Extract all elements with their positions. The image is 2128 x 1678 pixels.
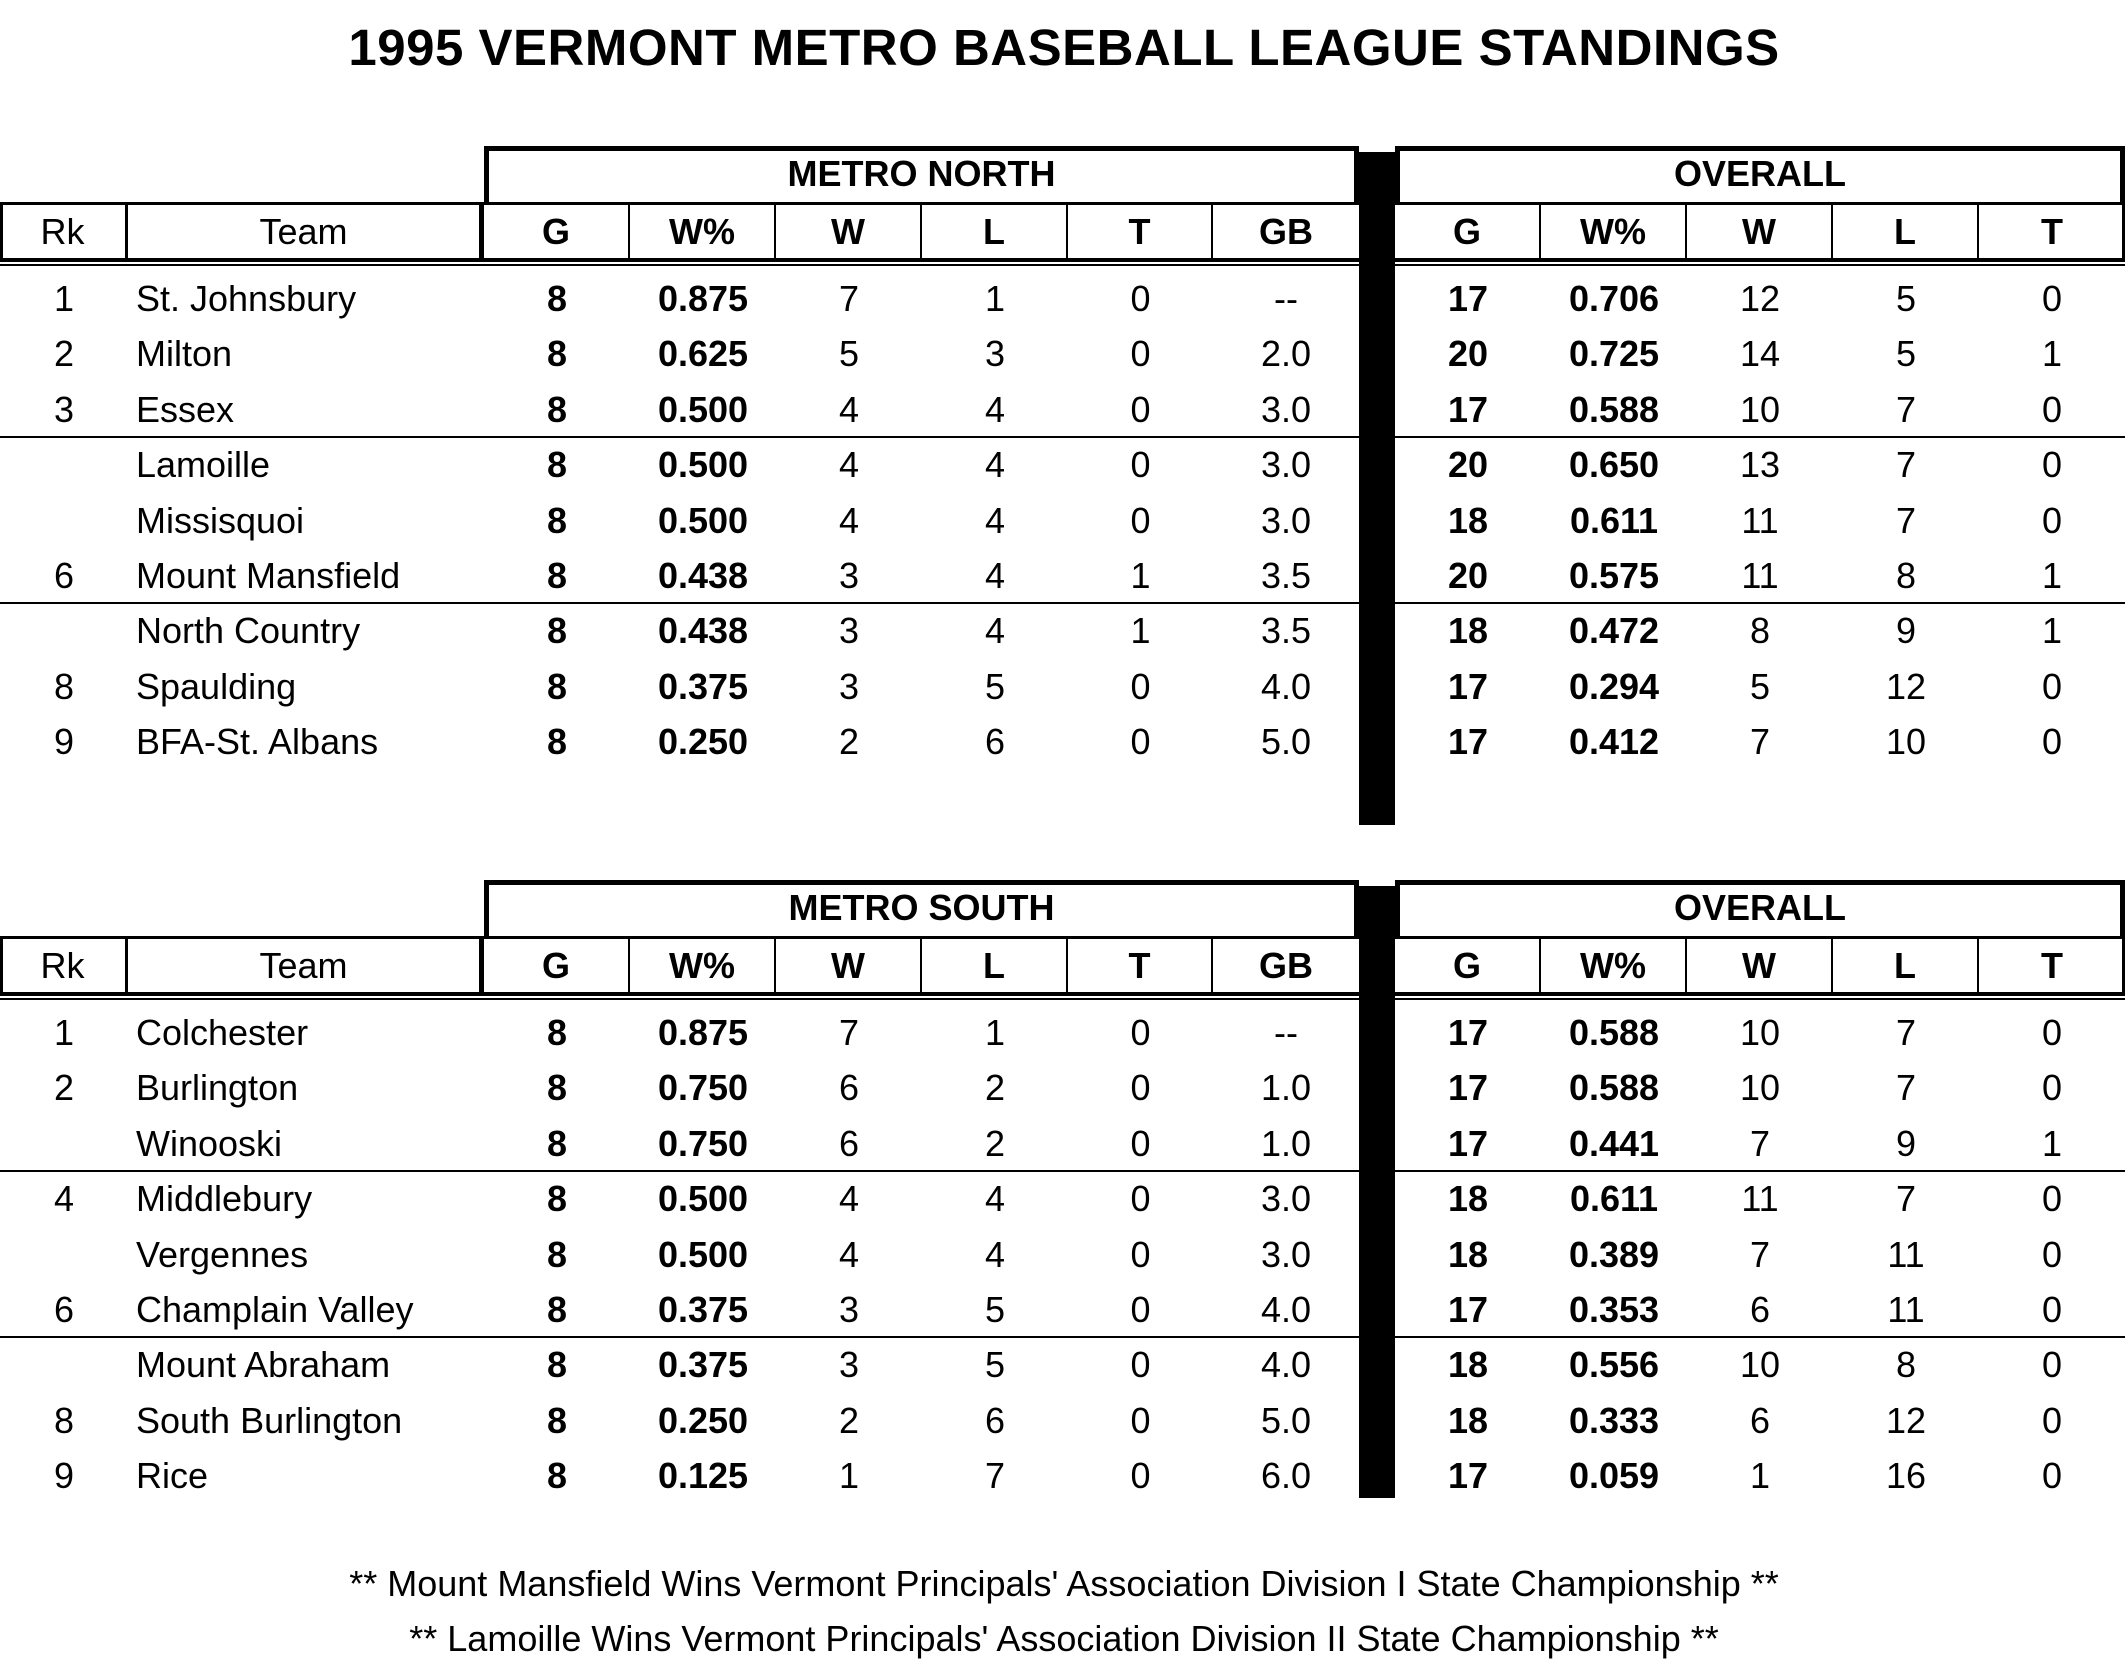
rank-cell: 2 (53, 332, 75, 374)
championship-note-1: ** Mount Mansfield Wins Vermont Principals' Association Division I State Championship ** (349, 1563, 1779, 1604)
overall-ot-cell: 0 (2041, 499, 2063, 541)
overall-ol-cell: 5 (1895, 277, 1917, 319)
conf-wpct-cell: 0.438 (657, 554, 749, 596)
conf-w-cell: 3 (838, 554, 860, 596)
table-row (0, 548, 2128, 603)
conf-t-cell: 0 (1130, 1011, 1151, 1053)
rank-cell: 1 (53, 277, 75, 319)
conf-t-cell: 0 (1130, 277, 1151, 319)
rank-cell: 4 (53, 1177, 75, 1219)
conf-w-cell: 3 (838, 1343, 860, 1385)
team-name: St. Johnsbury (136, 277, 357, 319)
overall-owpct-cell: 0.353 (1568, 1288, 1660, 1330)
overall-ol-cell: 11 (1887, 1233, 1925, 1275)
conf-g-cell: 8 (546, 1066, 568, 1108)
conf-wpct-cell: 0.250 (657, 720, 749, 762)
overall-ow-cell: 13 (1739, 443, 1781, 485)
table-row (0, 382, 2128, 437)
table-row (0, 714, 2128, 769)
conf-wpct-cell: 0.500 (657, 1233, 749, 1275)
overall-ol-cell: 16 (1885, 1454, 1927, 1496)
conf-gb-cell: 3.5 (1260, 554, 1312, 596)
overall-ow-cell: 10 (1739, 388, 1781, 430)
team-name: BFA-St. Albans (136, 720, 379, 762)
table-row (0, 1005, 2128, 1060)
overall-ol-cell: 7 (1895, 1177, 1917, 1219)
col-header-conf-wpct: W% (630, 205, 776, 258)
table-row (0, 659, 2128, 714)
overall-ot-cell: 0 (2041, 1177, 2063, 1219)
conf-g-cell: 8 (546, 554, 568, 596)
conf-gb-cell: 5.0 (1260, 1399, 1312, 1441)
overall-ot-cell: 0 (2041, 1233, 2063, 1275)
conf-l-cell: 2 (984, 1122, 1006, 1164)
conf-l-cell: 7 (984, 1454, 1006, 1496)
conf-gb-cell: 3.0 (1260, 1233, 1312, 1275)
team-name: Milton (136, 332, 233, 374)
conf-wpct-cell: 0.875 (657, 277, 749, 319)
team-name: Champlain Valley (136, 1288, 414, 1330)
conf-wpct-cell: 0.500 (657, 443, 749, 485)
col-header-rank: Rk (0, 205, 128, 258)
conf-w-cell: 4 (838, 499, 860, 541)
team-name: Middlebury (136, 1177, 313, 1219)
rank-cell: 8 (53, 1399, 75, 1441)
table-row (0, 1393, 2128, 1448)
overall-og-cell: 17 (1447, 277, 1489, 319)
standings-table-south (0, 876, 2128, 1556)
conf-gb-cell: 1.0 (1260, 1122, 1312, 1164)
conf-wpct-cell: 0.750 (657, 1122, 749, 1164)
conf-g-cell: 8 (546, 499, 568, 541)
team-name: Colchester (136, 1011, 309, 1053)
col-header-conf-w: W (776, 939, 922, 992)
overall-owpct-cell: 0.472 (1568, 609, 1660, 651)
conf-t-cell: 0 (1130, 1454, 1151, 1496)
conf-gb-cell: 1.0 (1260, 1066, 1312, 1108)
overall-ot-cell: 1 (2041, 1122, 2063, 1164)
overall-ol-cell: 7 (1895, 388, 1917, 430)
overall-owpct-cell: 0.441 (1568, 1122, 1660, 1164)
conf-wpct-cell: 0.250 (657, 1399, 749, 1441)
overall-og-cell: 18 (1447, 1399, 1489, 1441)
col-header-conf-g: G (484, 205, 630, 258)
table-row (0, 1227, 2128, 1282)
group-separator-overall (1395, 436, 2125, 438)
conf-t-cell: 0 (1130, 1233, 1151, 1275)
table-row (0, 1171, 2128, 1226)
group-separator (0, 602, 1359, 604)
conf-gb-cell: 4.0 (1260, 1343, 1312, 1385)
conf-wpct-cell: 0.125 (657, 1454, 749, 1496)
overall-ot-cell: 0 (2041, 443, 2063, 485)
rank-cell: 6 (53, 554, 75, 596)
conf-w-cell: 3 (838, 609, 860, 651)
header-underline-overall (1395, 992, 2125, 1000)
conf-w-cell: 5 (838, 332, 860, 374)
conf-g-cell: 8 (546, 388, 568, 430)
conf-gb-cell: 3.0 (1260, 1177, 1312, 1219)
conf-w-cell: 4 (838, 388, 860, 430)
rank-cell (0, 1337, 128, 1392)
overall-ot-cell: 0 (2041, 720, 2063, 762)
conf-wpct-cell: 0.500 (657, 388, 749, 430)
col-header-overall-ow: W (1687, 205, 1833, 258)
conf-t-cell: 0 (1130, 1343, 1151, 1385)
rank-cell (0, 437, 128, 492)
conf-g-cell: 8 (546, 277, 568, 319)
conf-gb-cell: 4.0 (1260, 1288, 1312, 1330)
conf-l-cell: 2 (984, 1066, 1006, 1108)
team-name: Mount Abraham (136, 1343, 391, 1385)
overall-owpct-cell: 0.333 (1568, 1399, 1660, 1441)
conf-g-cell: 8 (546, 443, 568, 485)
conf-w-cell: 6 (838, 1122, 860, 1164)
conf-wpct-cell: 0.500 (657, 499, 749, 541)
conf-w-cell: 7 (838, 277, 860, 319)
standings-table-north (0, 142, 2128, 822)
rank-cell: 9 (53, 1454, 75, 1496)
team-name: North Country (136, 609, 361, 651)
rank-cell (0, 493, 128, 548)
col-header-conf-l: L (922, 939, 1068, 992)
conf-gb-cell: 4.0 (1260, 665, 1312, 707)
conf-gb-cell: -- (1274, 277, 1298, 319)
conf-wpct-cell: 0.875 (657, 1011, 749, 1053)
conf-wpct-cell: 0.375 (657, 1343, 749, 1385)
overall-og-cell: 17 (1447, 720, 1489, 762)
conf-w-cell: 3 (838, 1288, 860, 1330)
conf-g-cell: 8 (546, 332, 568, 374)
overall-ow-cell: 12 (1739, 277, 1781, 319)
overall-ot-cell: 0 (2041, 1288, 2063, 1330)
conf-gb-cell: 3.0 (1260, 443, 1312, 485)
overall-owpct-cell: 0.611 (1569, 499, 1659, 541)
overall-og-cell: 18 (1447, 609, 1489, 651)
overall-owpct-cell: 0.059 (1568, 1454, 1660, 1496)
table-row (0, 271, 2128, 326)
page-title: 1995 VERMONT METRO BASEBALL LEAGUE STANDINGS (348, 19, 1780, 76)
conf-l-cell: 1 (984, 277, 1006, 319)
col-header-conf-l: L (922, 205, 1068, 258)
overall-owpct-cell: 0.556 (1568, 1343, 1660, 1385)
team-name: South Burlington (136, 1399, 403, 1441)
col-header-team: Team (128, 205, 484, 258)
overall-og-cell: 17 (1447, 388, 1489, 430)
conf-g-cell: 8 (546, 1233, 568, 1275)
col-header-conf-gb: GB (1259, 944, 1313, 986)
conf-g-cell: 8 (546, 1122, 568, 1164)
overall-ol-cell: 7 (1895, 1066, 1917, 1108)
team-name: Winooski (136, 1122, 283, 1164)
conf-l-cell: 4 (984, 499, 1006, 541)
overall-ot-cell: 0 (2041, 665, 2063, 707)
overall-owpct-cell: 0.588 (1568, 1066, 1660, 1108)
overall-ow-cell: 6 (1749, 1399, 1771, 1441)
conf-wpct-cell: 0.375 (657, 665, 749, 707)
conf-wpct-cell: 0.500 (657, 1177, 749, 1219)
conf-gb-cell: 3.0 (1260, 388, 1312, 430)
overall-ot-cell: 0 (2041, 388, 2063, 430)
group-separator (0, 1336, 1359, 1338)
overall-ow-cell: 5 (1749, 665, 1771, 707)
rank-cell (0, 1116, 128, 1171)
col-header-rank: Rk (0, 939, 128, 992)
conf-t-cell: 0 (1130, 388, 1151, 430)
team-name: Burlington (136, 1066, 299, 1108)
conf-t-cell: 0 (1130, 1288, 1151, 1330)
conf-l-cell: 4 (984, 1177, 1006, 1219)
conf-w-cell: 2 (838, 1399, 860, 1441)
conf-t-cell: 0 (1130, 332, 1151, 374)
conf-wpct-cell: 0.750 (657, 1066, 749, 1108)
conf-w-cell: 1 (838, 1454, 860, 1496)
rank-cell: 3 (53, 388, 75, 430)
conf-w-cell: 4 (838, 443, 860, 485)
overall-owpct-cell: 0.588 (1568, 1011, 1660, 1053)
overall-og-cell: 18 (1447, 499, 1489, 541)
conf-l-cell: 5 (984, 1343, 1006, 1385)
team-name: Mount Mansfield (136, 554, 401, 596)
header-underline (0, 258, 1359, 266)
col-header-conf-wpct: W% (630, 939, 776, 992)
col-header-overall-ol: L (1833, 939, 1979, 992)
conf-wpct-cell: 0.438 (657, 609, 749, 651)
overall-ol-cell: 8 (1895, 1343, 1917, 1385)
col-header-conf-t: T (1068, 939, 1213, 992)
overall-og-cell: 17 (1447, 665, 1489, 707)
overall-ol-cell: 9 (1895, 609, 1917, 651)
col-header-overall-og: G (1395, 939, 1541, 992)
conf-l-cell: 4 (984, 1233, 1006, 1275)
overall-og-cell: 17 (1447, 1011, 1489, 1053)
rank-cell: 1 (53, 1011, 75, 1053)
overall-ot-cell: 0 (2041, 1011, 2063, 1053)
overall-label: OVERALL (1673, 887, 1846, 928)
overall-ot-cell: 0 (2041, 277, 2063, 319)
overall-ot-cell: 1 (2041, 332, 2063, 374)
overall-og-cell: 18 (1447, 1177, 1489, 1219)
rank-cell: 6 (53, 1288, 75, 1330)
overall-og-cell: 17 (1447, 1066, 1489, 1108)
conf-wpct-cell: 0.375 (657, 1288, 749, 1330)
col-header-overall-og: G (1395, 205, 1541, 258)
conf-g-cell: 8 (546, 1454, 568, 1496)
overall-ow-cell: 10 (1739, 1343, 1781, 1385)
conf-gb-cell: 6.0 (1260, 1454, 1312, 1496)
overall-ow-cell: 7 (1749, 720, 1771, 762)
conf-t-cell: 1 (1130, 609, 1151, 651)
conf-l-cell: 4 (984, 554, 1006, 596)
overall-ot-cell: 0 (2041, 1454, 2063, 1496)
conf-g-cell: 8 (546, 1011, 568, 1053)
col-header-conf-w: W (776, 205, 922, 258)
overall-ot-cell: 0 (2041, 1066, 2063, 1108)
rank-cell: 8 (53, 665, 75, 707)
col-header-overall-owpct: W% (1541, 939, 1687, 992)
header-underline (0, 992, 1359, 1000)
conf-l-cell: 5 (984, 1288, 1006, 1330)
overall-ow-cell: 10 (1739, 1066, 1781, 1108)
overall-ol-cell: 12 (1885, 665, 1927, 707)
overall-og-cell: 20 (1447, 443, 1489, 485)
overall-ow-cell: 11 (1741, 499, 1779, 541)
table-row (0, 1448, 2128, 1503)
overall-ol-cell: 7 (1895, 499, 1917, 541)
table-row (0, 437, 2128, 492)
conf-g-cell: 8 (546, 609, 568, 651)
overall-og-cell: 18 (1447, 1343, 1489, 1385)
table-row (0, 1116, 2128, 1171)
conf-g-cell: 8 (546, 1177, 568, 1219)
table-row (0, 1282, 2128, 1337)
group-separator-overall (1395, 1336, 2125, 1338)
overall-ow-cell: 10 (1739, 1011, 1781, 1053)
conf-t-cell: 1 (1130, 554, 1151, 596)
col-header-conf-t: T (1068, 205, 1213, 258)
overall-ow-cell: 11 (1741, 1177, 1779, 1219)
col-header-conf-g: G (484, 939, 630, 992)
conf-t-cell: 0 (1130, 665, 1151, 707)
conf-t-cell: 0 (1130, 1122, 1151, 1164)
overall-ol-cell: 12 (1885, 1399, 1927, 1441)
overall-og-cell: 17 (1447, 1454, 1489, 1496)
conf-l-cell: 3 (984, 332, 1006, 374)
overall-ot-cell: 1 (2041, 554, 2063, 596)
overall-owpct-cell: 0.575 (1568, 554, 1660, 596)
overall-ol-cell: 11 (1887, 1288, 1925, 1330)
conf-gb-cell: 2.0 (1260, 332, 1312, 374)
conf-t-cell: 0 (1130, 720, 1151, 762)
conf-t-cell: 0 (1130, 1066, 1151, 1108)
table-row (0, 1337, 2128, 1392)
conf-w-cell: 3 (838, 665, 860, 707)
overall-owpct-cell: 0.706 (1568, 277, 1660, 319)
conf-g-cell: 8 (546, 1288, 568, 1330)
overall-ol-cell: 8 (1895, 554, 1917, 596)
table-row (0, 603, 2128, 658)
conf-gb-cell: 5.0 (1260, 720, 1312, 762)
table-row (0, 1060, 2128, 1115)
conf-l-cell: 1 (984, 1011, 1006, 1053)
conf-w-cell: 2 (838, 720, 860, 762)
table-row (0, 326, 2128, 381)
team-name: Missisquoi (136, 499, 305, 541)
overall-owpct-cell: 0.650 (1568, 443, 1660, 485)
overall-owpct-cell: 0.611 (1569, 1177, 1659, 1219)
conf-g-cell: 8 (546, 1399, 568, 1441)
overall-label: OVERALL (1673, 153, 1846, 194)
overall-owpct-cell: 0.588 (1568, 388, 1660, 430)
conf-wpct-cell: 0.625 (657, 332, 749, 374)
overall-ow-cell: 6 (1749, 1288, 1771, 1330)
overall-og-cell: 20 (1447, 332, 1489, 374)
overall-ot-cell: 0 (2041, 1343, 2063, 1385)
conf-g-cell: 8 (546, 720, 568, 762)
division-name: METRO SOUTH (788, 887, 1055, 928)
header-underline-overall (1395, 258, 2125, 266)
group-separator-overall (1395, 602, 2125, 604)
overall-ot-cell: 1 (2041, 609, 2063, 651)
rank-cell (0, 603, 128, 658)
col-header-team: Team (128, 939, 484, 992)
conf-l-cell: 4 (984, 443, 1006, 485)
col-header-overall-owpct: W% (1541, 205, 1687, 258)
overall-ow-cell: 1 (1749, 1454, 1771, 1496)
overall-ol-cell: 9 (1895, 1122, 1917, 1164)
col-header-overall-ow: W (1687, 939, 1833, 992)
overall-og-cell: 20 (1447, 554, 1489, 596)
conf-w-cell: 4 (838, 1233, 860, 1275)
overall-ol-cell: 7 (1895, 1011, 1917, 1053)
overall-owpct-cell: 0.412 (1568, 720, 1660, 762)
conf-t-cell: 0 (1130, 499, 1151, 541)
overall-ol-cell: 5 (1895, 332, 1917, 374)
conf-l-cell: 6 (984, 720, 1006, 762)
col-header-overall-ol: L (1833, 205, 1979, 258)
conf-l-cell: 6 (984, 1399, 1006, 1441)
rank-cell (0, 1227, 128, 1282)
overall-ol-cell: 10 (1885, 720, 1927, 762)
overall-ot-cell: 0 (2041, 1399, 2063, 1441)
overall-og-cell: 17 (1447, 1288, 1489, 1330)
conf-gb-cell: 3.0 (1260, 499, 1312, 541)
conf-gb-cell: -- (1274, 1011, 1298, 1053)
overall-ow-cell: 14 (1739, 332, 1781, 374)
overall-og-cell: 17 (1447, 1122, 1489, 1164)
overall-owpct-cell: 0.389 (1568, 1233, 1660, 1275)
team-name: Spaulding (136, 665, 297, 707)
team-name: Essex (136, 388, 235, 430)
conf-l-cell: 4 (984, 609, 1006, 651)
group-separator (0, 436, 1359, 438)
overall-ow-cell: 7 (1749, 1122, 1771, 1164)
overall-owpct-cell: 0.294 (1568, 665, 1660, 707)
conf-gb-cell: 3.5 (1260, 609, 1312, 651)
rank-cell: 9 (53, 720, 75, 762)
team-name: Lamoille (136, 443, 271, 485)
overall-ow-cell: 7 (1749, 1233, 1771, 1275)
group-separator-overall (1395, 1170, 2125, 1172)
rank-cell: 2 (53, 1066, 75, 1108)
team-name: Rice (136, 1454, 209, 1496)
conf-w-cell: 4 (838, 1177, 860, 1219)
conf-l-cell: 4 (984, 388, 1006, 430)
conf-l-cell: 5 (984, 665, 1006, 707)
conf-w-cell: 6 (838, 1066, 860, 1108)
conf-w-cell: 7 (838, 1011, 860, 1053)
team-name: Vergennes (136, 1233, 309, 1275)
overall-ol-cell: 7 (1895, 443, 1917, 485)
col-header-overall-ot: T (2041, 944, 2063, 986)
conf-g-cell: 8 (546, 665, 568, 707)
overall-owpct-cell: 0.725 (1568, 332, 1660, 374)
conf-t-cell: 0 (1130, 1399, 1151, 1441)
table-row (0, 493, 2128, 548)
conf-t-cell: 0 (1130, 1177, 1151, 1219)
conf-g-cell: 8 (546, 1343, 568, 1385)
conf-t-cell: 0 (1130, 443, 1151, 485)
col-header-overall-ot: T (2041, 210, 2063, 252)
col-header-conf-gb: GB (1259, 210, 1313, 252)
overall-og-cell: 18 (1447, 1233, 1489, 1275)
overall-ow-cell: 8 (1749, 609, 1771, 651)
group-separator (0, 1170, 1359, 1172)
division-name: METRO NORTH (787, 153, 1056, 194)
overall-ow-cell: 11 (1741, 554, 1779, 596)
championship-note-2: ** Lamoille Wins Vermont Principals' Association Division II State Championship ** (409, 1618, 1719, 1659)
